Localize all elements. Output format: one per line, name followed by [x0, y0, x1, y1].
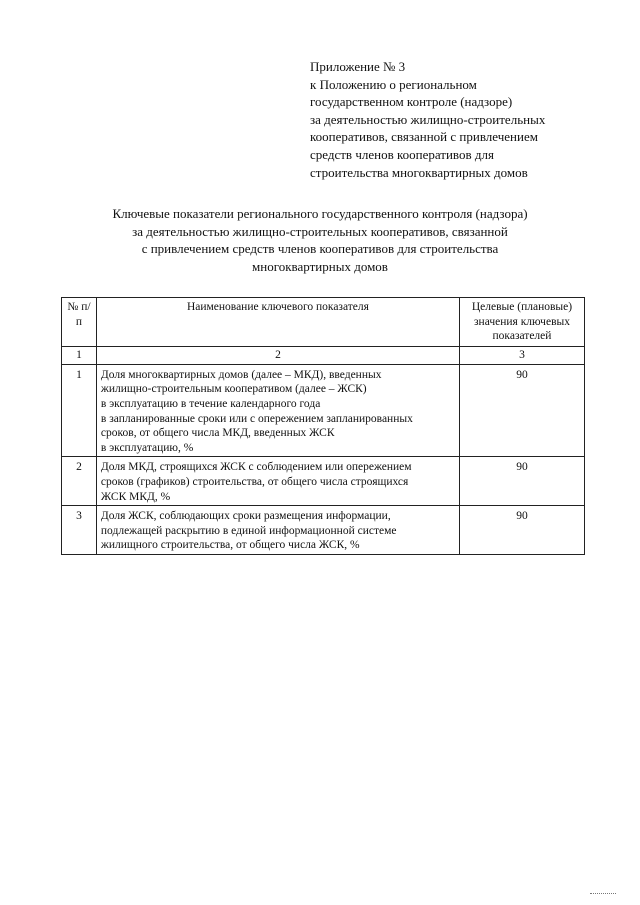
row-name — [96, 364, 459, 457]
kpi-table — [61, 297, 585, 555]
appendix-line: государственном контроле (надзоре) — [310, 94, 513, 110]
row-name — [96, 506, 459, 555]
column-number-row — [62, 346, 585, 364]
table-row — [62, 364, 585, 457]
row-name — [96, 457, 459, 506]
title-line: за деятельностью жилищно-строительных кооперативов, связанной — [132, 223, 508, 239]
row-target: 90 — [459, 364, 584, 457]
row-name-line: Доля ЖСК, соблюдающих сроки размещения информации, — [100, 510, 391, 523]
row-name-line: в запланированные сроки или с опережением запланированных — [100, 412, 413, 425]
row-target: 90 — [459, 457, 584, 506]
row-name-line: жилищно-строительным кооперативом (далее – ЖСК) — [100, 383, 367, 396]
row-num: 2 — [62, 457, 97, 506]
appendix-line: кооперативов, связанной с привлечением — [310, 129, 538, 145]
header-num: № п/п — [62, 298, 97, 347]
row-num: 3 — [62, 506, 97, 555]
title-line: с привлечением средств членов кооперативов для строительства — [141, 241, 499, 257]
title-line: многоквартирных домов — [252, 258, 388, 274]
row-name-line: жилищного строительства, от общего числа ЖСК, % — [100, 539, 360, 552]
column-number: 2 — [96, 346, 459, 364]
table-header-row — [62, 298, 585, 347]
row-name-line: сроков, от общего числа МКД, введенных ЖСК — [100, 427, 335, 440]
document-title — [60, 205, 580, 275]
row-name-line: подлежащей раскрытию в единой информационной системе — [100, 524, 397, 537]
appendix-line: средств членов кооперативов для — [310, 146, 494, 162]
row-name-line: в эксплуатацию в течение календарного года — [100, 397, 321, 410]
table-row — [62, 506, 585, 555]
appendix-line: за деятельностью жилищно-строительных — [310, 111, 546, 127]
row-name-line: Доля многоквартирных домов (далее – МКД), введенных — [100, 368, 382, 381]
appendix-block — [310, 58, 610, 181]
page-corner-mark — [590, 893, 616, 894]
row-num: 1 — [62, 364, 97, 457]
appendix-line: Приложение № 3 — [310, 59, 406, 74]
appendix-line: строительства многоквартирных домов — [310, 164, 528, 180]
table-row — [62, 457, 585, 506]
header-name: Наименование ключевого показателя — [96, 298, 459, 347]
row-name-line: Доля МКД, строящихся ЖСК с соблюдением или опережением — [100, 461, 412, 474]
appendix-line: к Положению о региональном — [310, 76, 477, 92]
title-line: Ключевые показатели регионального государственного контроля (надзора) — [112, 206, 528, 221]
column-number: 1 — [62, 346, 97, 364]
header-target: Целевые (плановые) значения ключевых показателей — [459, 298, 584, 347]
row-name-line: в эксплуатацию, % — [100, 441, 194, 454]
column-number: 3 — [459, 346, 584, 364]
row-name-line: ЖСК МКД, % — [100, 490, 171, 503]
row-name-line: сроков (графиков) строительства, от общего числа строящихся — [100, 475, 409, 488]
row-target: 90 — [459, 506, 584, 555]
